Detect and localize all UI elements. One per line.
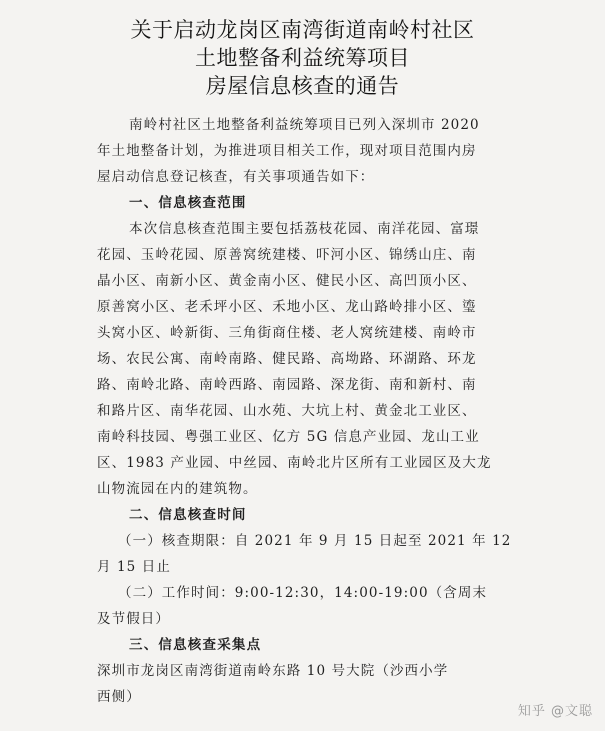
time-line: 月 15 日止 — [97, 559, 171, 575]
intro-line: 屋启动信息登记核查，有关事项通告如下： — [97, 169, 375, 185]
intro-line: 南岭村社区土地整备利益统筹项目已列入深圳市 2020 — [129, 117, 480, 133]
scope-line: 区、1983 产业园、中丝园、南岭北片区所有工业园区及大龙 — [97, 455, 492, 471]
section-heading-scope: 一、信息核查范围 — [129, 195, 247, 211]
zhihu-watermark: 知乎 @文聪 — [517, 704, 593, 719]
time-line: （二）工作时间：9:00-12:30，14:00-19:00（含周末 — [118, 585, 488, 601]
location-line: 深圳市龙岗区南湾街道南岭东路 10 号大院（沙西小学 — [97, 663, 449, 679]
section-heading-time: 二、信息核查时间 — [129, 507, 247, 523]
time-line: 及节假日） — [97, 611, 170, 627]
scope-line: 山物流园在内的建筑物。 — [97, 481, 258, 497]
scope-line: 本次信息核查范围主要包括荔枝花园、南洋花园、富璟 — [129, 221, 480, 237]
scope-line: 头窝小区、岭新街、三角街商住楼、老人窝统建楼、南岭市 — [97, 325, 477, 341]
title-line-2: 土地整备利益统筹项目 — [195, 46, 410, 70]
scope-line: 南岭科技园、粤强工业区、亿方 5G 信息产业园、龙山工业 — [97, 429, 480, 445]
scope-line: 路、南岭北路、南岭西路、南园路、深龙街、南和新村、南 — [97, 377, 477, 393]
title-line-3: 房屋信息核查的通告 — [205, 74, 400, 98]
intro-line: 年土地整备计划，为推进项目相关工作，现对项目范围内房 — [97, 143, 477, 159]
title-line-1: 关于启动龙岗区南湾街道南岭村社区 — [130, 18, 475, 42]
section-heading-location: 三、信息核查采集点 — [129, 637, 262, 653]
time-line: （一）核查期限：自 2021 年 9 月 15 日起至 2021 年 12 — [118, 533, 512, 549]
scope-line: 原善窝小区、老禾坪小区、禾地小区、龙山路岭排小区、瑬 — [97, 299, 477, 315]
scope-line: 和路片区、南华花园、山水苑、大坑上村、黄金北工业区、 — [97, 403, 477, 419]
scope-line: 场、农民公寓、南岭南路、健民路、高坳路、环湖路、环龙 — [97, 351, 477, 367]
location-line: 西侧） — [97, 689, 141, 705]
scope-line: 花园、玉岭花园、原善窝统建楼、吓河小区、锦绣山庄、南 — [97, 247, 477, 263]
scope-line: 晶小区、南新小区、黄金南小区、健民小区、高凹顶小区、 — [97, 273, 477, 289]
